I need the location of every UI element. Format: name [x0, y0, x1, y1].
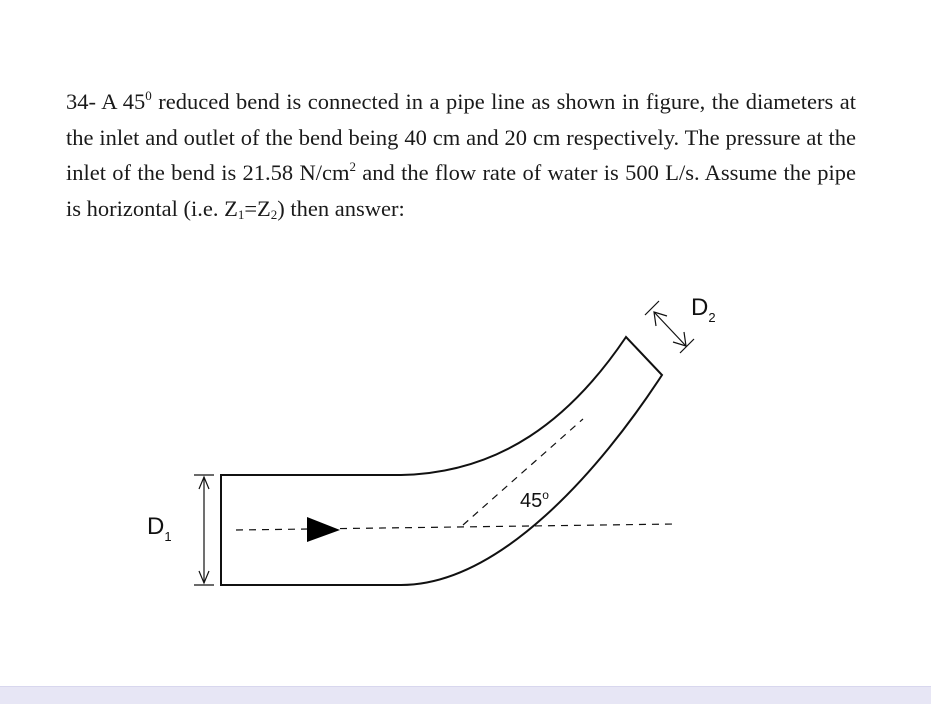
z1-subscript: 1 [237, 206, 245, 222]
horizontal-centerline [236, 524, 676, 530]
inlet-diameter-label: $D_1$ [147, 513, 172, 544]
bend-angle-degree: o [542, 488, 549, 502]
problem-number: 34- [66, 89, 96, 114]
squared-superscript: 2 [349, 159, 356, 174]
problem-text-3: and the flow rate of water is 500 L/s. Assume the pipe is horizontal (i.e. Z [66, 160, 856, 221]
pipe-outline [221, 337, 662, 585]
outlet-diameter-subscript: 2 [708, 310, 716, 325]
problem-text-2: reduced bend is connected in a pipe line as shown in figure, the diameters at the inlet and outlet of the bend being 40 cm and 20 cm respectively. The pressure at the inlet of the bend is 21.58 N/cm [66, 89, 856, 185]
inlet-diameter-subscript: 1 [164, 529, 172, 544]
z2-subscript: 2 [270, 206, 278, 222]
outlet-dimension-line [654, 312, 686, 346]
degree-superscript: 0 [145, 88, 152, 103]
flow-arrow-icon [307, 517, 340, 542]
outlet-diameter-label: $D_2$ [691, 294, 716, 325]
problem-text-5: ) then answer: [277, 195, 405, 221]
bottom-bar [0, 686, 931, 704]
problem-text-1: A 45 [101, 89, 146, 114]
bend-angle-label: 45$^o$ [520, 488, 549, 512]
problem-text-4: =Z [244, 195, 271, 221]
